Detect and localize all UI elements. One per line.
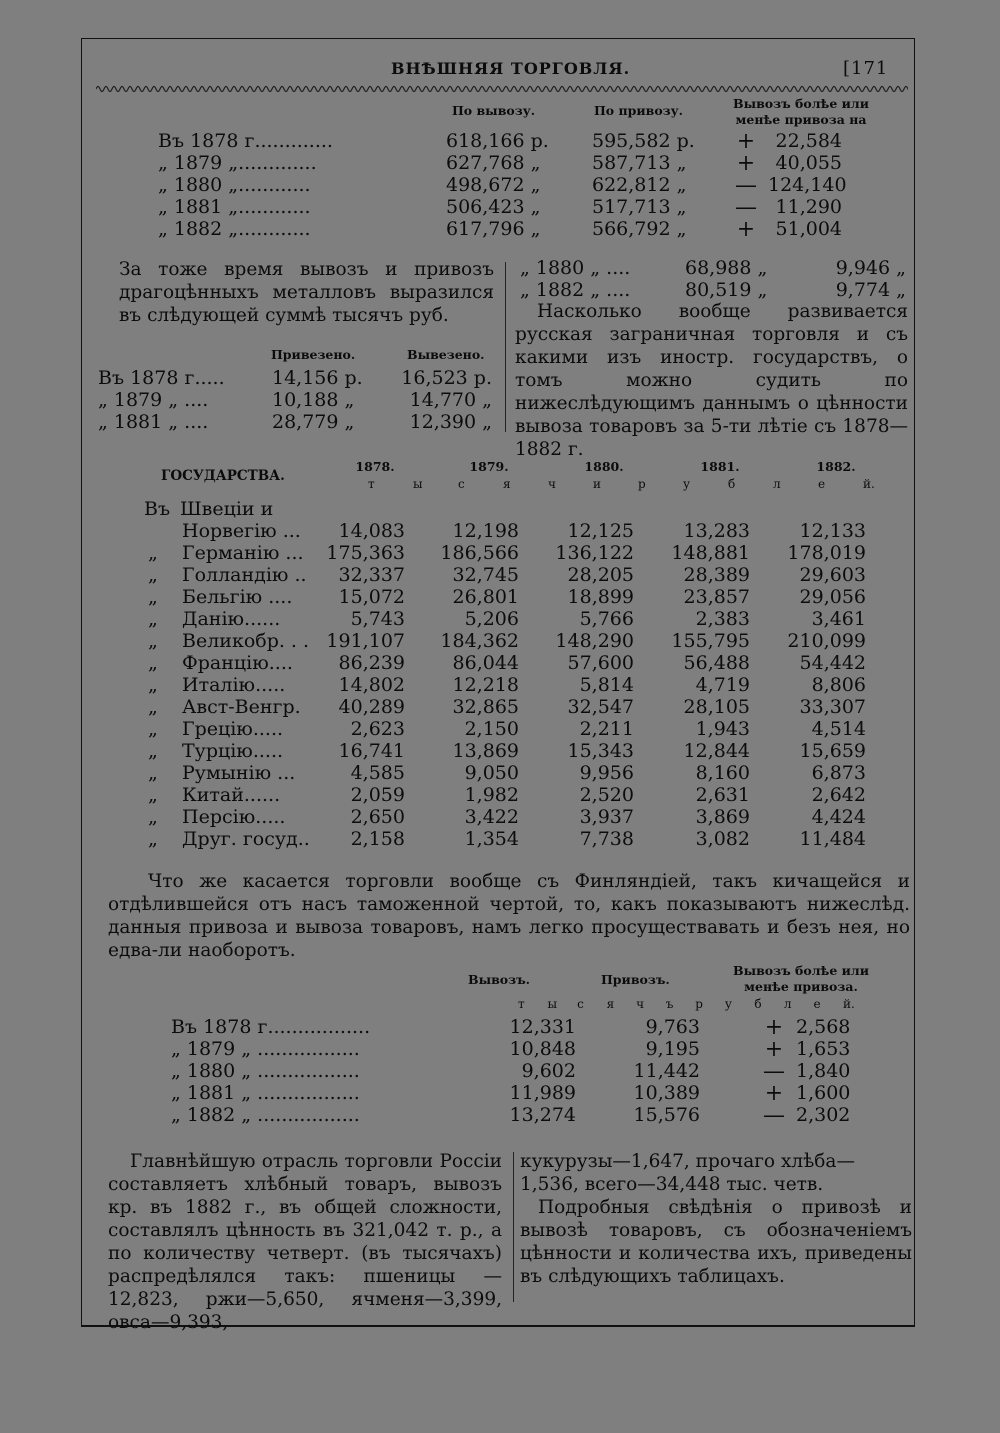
country-value: 32,745	[452, 564, 519, 586]
year-header: 1882.	[816, 459, 856, 474]
year-header: 1879.	[469, 459, 509, 474]
unit-letter: й.	[843, 997, 855, 1011]
country-value: 12,198	[452, 520, 519, 542]
col-head-export: По вывозу.	[452, 103, 536, 118]
country-name: Голландію ..	[182, 564, 307, 586]
country-value: 40,289	[338, 696, 405, 718]
diff-value: 124,140	[768, 174, 847, 196]
country-value: 1,354	[464, 828, 519, 850]
sign-mark: —	[763, 1059, 785, 1084]
export-value: 627,768 „	[446, 152, 541, 174]
col-head-diff-fi-1: Вывозъ болѣе или	[733, 963, 869, 978]
import-value: 587,713 „	[592, 152, 687, 174]
unit-letter: я	[606, 997, 615, 1011]
metal-imported: 28,779 „	[272, 411, 355, 433]
country-value: 86,239	[338, 652, 405, 674]
country-value: 2,642	[811, 784, 866, 806]
sign-mark: +	[736, 151, 756, 176]
country-value: 12,133	[799, 520, 866, 542]
country-value: 86,044	[452, 652, 519, 674]
country-value: 57,600	[567, 652, 634, 674]
country-value: 148,881	[671, 542, 750, 564]
country-value: 7,738	[579, 828, 634, 850]
diff-value: 22,584	[775, 130, 842, 152]
country-value: 3,082	[695, 828, 750, 850]
country-value: 148,290	[555, 630, 634, 652]
export-value: 617,796 „	[446, 218, 541, 240]
country-value: 178,019	[787, 542, 866, 564]
row-prefix: „	[148, 608, 158, 630]
row-prefix: „	[148, 718, 158, 740]
country-value: 2,158	[350, 828, 405, 850]
row-label: „ 1882 „............	[158, 218, 311, 240]
unit-letter: и	[593, 477, 601, 491]
unit-letter: ы	[413, 477, 423, 491]
country-value: 3,461	[811, 608, 866, 630]
fin-diff: 1,653	[796, 1038, 851, 1060]
country-value: 28,389	[683, 564, 750, 586]
import-value: 566,792 „	[592, 218, 687, 240]
unit-letter: р	[695, 997, 703, 1011]
col-head-imported: Привезено.	[271, 347, 356, 362]
country-value: 4,719	[695, 674, 750, 696]
row-prefix: „	[148, 674, 158, 696]
metal-row-label: Въ 1878 г.....	[98, 367, 225, 389]
country-value: 1,982	[464, 784, 519, 806]
import-value: 595,582 р.	[592, 130, 695, 152]
country-value: 4,424	[811, 806, 866, 828]
row-label: „ 1880 „............	[158, 174, 311, 196]
row-prefix: „	[148, 696, 158, 718]
country-value: 5,206	[464, 608, 519, 630]
country-name: Грецію.....	[182, 718, 284, 740]
sign-mark: +	[736, 217, 756, 242]
country-value: 9,050	[464, 762, 519, 784]
country-value: 4,585	[350, 762, 405, 784]
unit-letter: у	[724, 997, 732, 1011]
col-head-diff-2: менѣе привоза на	[735, 112, 867, 127]
metal-imported: 10,188 „	[272, 389, 355, 411]
country-value: 8,160	[695, 762, 750, 784]
country-name: Персію.....	[182, 806, 286, 828]
country-value: 29,056	[799, 586, 866, 608]
fin-row-label: „ 1879 „ .................	[171, 1038, 360, 1060]
sign-mark: +	[764, 1015, 784, 1040]
fin-row-label: „ 1880 „ .................	[171, 1060, 360, 1082]
country-value: 2,520	[579, 784, 634, 806]
country-value: 2,150	[464, 718, 519, 740]
unit-letter: с	[577, 997, 584, 1011]
country-value: 16,741	[338, 740, 405, 762]
country-value: 32,865	[452, 696, 519, 718]
sign-mark: —	[735, 173, 757, 198]
metal-row-label: „ 1880 „ ....	[520, 257, 631, 279]
fin-import: 10,389	[633, 1082, 700, 1104]
country-value: 186,566	[440, 542, 519, 564]
grain-totals: кукурузы—1,647, прочаго хлѣба—1,536, всего—34,448 тыс. четв.	[520, 1151, 855, 1195]
country-value: 14,083	[338, 520, 405, 542]
country-value: 13,283	[683, 520, 750, 542]
unit-letter: е	[818, 477, 826, 491]
metal-exported: 14,770 „	[409, 389, 492, 411]
import-value: 622,812 „	[592, 174, 687, 196]
country-name: Бельгію ....	[182, 586, 293, 608]
fin-export: 11,989	[509, 1082, 576, 1104]
col-head-exported: Вывезено.	[407, 347, 485, 362]
fin-diff: 1,600	[796, 1082, 851, 1104]
row-prefix: „	[148, 586, 158, 608]
country-name: Китай......	[182, 784, 281, 806]
col-head-diff-1: Вывозъ болѣе или	[733, 96, 869, 111]
row-prefix: „	[148, 762, 158, 784]
country-value: 2,059	[350, 784, 405, 806]
row-prefix: „	[148, 652, 158, 674]
country-name: Норвегію ...	[182, 520, 301, 542]
row-label: „ 1881 „............	[158, 196, 311, 218]
metal-exported: 16,523 р.	[401, 367, 492, 389]
fin-import: 9,763	[645, 1016, 700, 1038]
col-head-import-fi: Привозъ.	[601, 972, 670, 987]
metal-row-label: „ 1879 „ ....	[98, 389, 209, 411]
metal-row-label: „ 1882 „ ....	[520, 279, 631, 301]
country-value: 2,623	[350, 718, 405, 740]
metal-exported: 12,390 „	[409, 411, 492, 433]
country-value: 23,857	[683, 586, 750, 608]
country-name: Румынію ...	[182, 762, 296, 784]
country-name: Великобр. . .	[182, 630, 310, 652]
country-value: 2,211	[579, 718, 634, 740]
country-value: 210,099	[787, 630, 866, 652]
country-name: Данію......	[182, 608, 281, 630]
country-value: 9,956	[579, 762, 634, 784]
country-value: 28,205	[567, 564, 634, 586]
country-value: 29,603	[799, 564, 866, 586]
unit-letter: ъ	[665, 997, 674, 1011]
fin-row-label: „ 1882 „ .................	[171, 1104, 360, 1126]
row-prefix: „	[148, 630, 158, 652]
country-name: Друг. госуд..	[182, 828, 310, 850]
col-head-export-fi: Вывозъ.	[468, 972, 531, 987]
country-value: 5,766	[579, 608, 634, 630]
grain-text: Главнѣйшую отрасль торговли Россіи составляетъ хлѣбный товаръ, вывозъ кр. въ 1882 г., въ общей сложности, составлялъ цѣнность въ 321,042 т. р., а по количеству четверт. (въ тысячахъ) распредѣлялся такъ: пшеницы — 12,823, ржи—5,650, ячменя—3,399, овса—9,393,	[108, 1151, 502, 1333]
country-value: 32,337	[338, 564, 405, 586]
unit-letter: я	[503, 477, 511, 491]
country-value: 3,937	[579, 806, 634, 828]
country-value: 3,869	[695, 806, 750, 828]
import-value: 517,713 „	[592, 196, 687, 218]
country-value: 56,488	[683, 652, 750, 674]
country-value: 3,422	[464, 806, 519, 828]
unit-letter: ч	[636, 997, 645, 1011]
country-value: 26,801	[452, 586, 519, 608]
fin-export: 9,602	[521, 1060, 576, 1082]
sign-mark: —	[735, 195, 757, 220]
unit-letter: б	[754, 997, 762, 1011]
export-value: 506,423 „	[446, 196, 541, 218]
column-divider-2	[513, 1152, 514, 1302]
unit-letter: б	[728, 477, 736, 491]
country-value: 184,362	[440, 630, 519, 652]
finland-text: Что же касается торговли вообще съ Финляндіей, такъ кичащейся и отдѣлившейся отъ насъ таможенной чертой, то, какъ показываютъ нижеслѣд. данныя привоза и вывоза товаровъ, намъ легко просуществавать и безъ нея, но едва-ли наоборотъ.	[108, 871, 910, 961]
unit-letter: е	[813, 997, 821, 1011]
diff-value: 40,055	[775, 152, 842, 174]
row-prefix: „	[148, 806, 158, 828]
year-header: 1878.	[355, 459, 395, 474]
country-value: 2,631	[695, 784, 750, 806]
metal-imported: 14,156 р.	[272, 367, 363, 389]
fin-import: 15,576	[633, 1104, 700, 1126]
country-value: 15,343	[567, 740, 634, 762]
year-header: 1881.	[700, 459, 740, 474]
row-prefix: „	[148, 828, 158, 850]
country-value: 18,899	[567, 586, 634, 608]
country-name: Германію ...	[182, 542, 304, 564]
row-prefix: „	[148, 564, 158, 586]
fin-diff: 2,568	[796, 1016, 851, 1038]
fin-diff: 2,302	[796, 1104, 851, 1126]
diff-value: 51,004	[775, 218, 842, 240]
country-name: Турцію.....	[182, 740, 284, 762]
export-value: 618,166 р.	[446, 130, 549, 152]
country-value: 155,795	[671, 630, 750, 652]
unit-letter: й.	[863, 477, 875, 491]
metal-exported: 9,774 „	[835, 279, 906, 301]
country-value: 5,814	[579, 674, 634, 696]
country-value: 8,806	[811, 674, 866, 696]
country-value: 12,125	[567, 520, 634, 542]
details-reference: Подробныя свѣдѣнія о привозѣ и вывозѣ товаровъ, съ обозначеніемъ цѣнности и количества ихъ, приведены въ слѣдующихъ таблицахъ.	[520, 1197, 912, 1287]
export-value: 498,672 „	[446, 174, 541, 196]
col-head-states: ГОСУДАРСТВА.	[161, 468, 285, 484]
row-prefix: „	[148, 784, 158, 806]
fin-export: 13,274	[509, 1104, 576, 1126]
unit-letter: т	[368, 477, 375, 491]
country-value: 175,363	[326, 542, 405, 564]
country-value: 54,442	[799, 652, 866, 674]
sign-mark: +	[764, 1037, 784, 1062]
unit-letter: л	[773, 477, 781, 491]
sign-mark: +	[736, 129, 756, 154]
country-value: 12,218	[452, 674, 519, 696]
unit-letter: т	[518, 997, 525, 1011]
fin-import: 11,442	[633, 1060, 700, 1082]
country-value: 15,072	[338, 586, 405, 608]
unit-letter: ы	[547, 997, 558, 1011]
row-label: „ 1879 „.............	[158, 152, 317, 174]
fin-export: 10,848	[509, 1038, 576, 1060]
page-number: [171	[843, 58, 889, 79]
fin-export: 12,331	[509, 1016, 576, 1038]
country-value: 5,743	[350, 608, 405, 630]
unit-letter: л	[783, 997, 792, 1011]
wavy-rule	[96, 84, 908, 94]
sign-mark: +	[764, 1081, 784, 1106]
row-prefix: Въ	[144, 498, 171, 520]
country-value: 4,514	[811, 718, 866, 740]
country-value: 2,383	[695, 608, 750, 630]
fin-row-label: Въ 1878 г.................	[171, 1016, 371, 1038]
unit-letter: с	[458, 477, 465, 491]
fin-diff: 1,840	[796, 1060, 851, 1082]
row-prefix: „	[148, 740, 158, 762]
country-value: 13,869	[452, 740, 519, 762]
col-head-import: По привозу.	[594, 103, 684, 118]
country-value: 33,307	[799, 696, 866, 718]
country-name: Швеціи и	[180, 498, 274, 520]
fin-row-label: „ 1881 „ .................	[171, 1082, 360, 1104]
metals-intro: За тоже время вывозъ и привозъ драгоцѣнныхъ металловъ выразился въ слѣдующей суммѣ тысячъ руб.	[119, 259, 494, 326]
country-value: 15,659	[799, 740, 866, 762]
country-value: 2,650	[350, 806, 405, 828]
metal-exported: 9,946 „	[835, 257, 906, 279]
country-value: 28,105	[683, 696, 750, 718]
row-label: Въ 1878 г.............	[158, 130, 333, 152]
country-value: 191,107	[326, 630, 405, 652]
trade-development-text: Насколько вообще развивается русская заграничная торговля и съ какими изъ иностр. государствъ, о томъ можно судить по нижеслѣдующимъ даннымъ о цѣнности вывоза товаровъ за 5-ти лѣтіе съ 1878—1882 г.	[515, 301, 908, 460]
unit-letter: ч	[548, 477, 556, 491]
column-divider	[505, 262, 506, 432]
page-title: ВНѢШНЯЯ ТОРГОВЛЯ.	[391, 59, 631, 78]
fin-import: 9,195	[645, 1038, 700, 1060]
year-header: 1880.	[584, 459, 624, 474]
diff-value: 11,290	[775, 196, 842, 218]
metal-imported: 68,988 „	[685, 257, 768, 279]
country-value: 14,802	[338, 674, 405, 696]
country-value: 1,943	[695, 718, 750, 740]
col-head-diff-fi-2: менѣе привоза.	[744, 979, 858, 994]
sign-mark: —	[763, 1103, 785, 1128]
country-name: Авст-Венгр.	[182, 696, 301, 718]
unit-letter: у	[683, 477, 691, 491]
country-value: 11,484	[799, 828, 866, 850]
country-name: Италію.....	[182, 674, 286, 696]
metal-row-label: „ 1881 „ ....	[98, 411, 209, 433]
row-prefix: „	[148, 542, 158, 564]
unit-letter: р	[638, 477, 646, 491]
country-value: 32,547	[567, 696, 634, 718]
country-value: 12,844	[683, 740, 750, 762]
metal-imported: 80,519 „	[685, 279, 768, 301]
country-value: 136,122	[555, 542, 634, 564]
country-name: Францію....	[182, 652, 293, 674]
country-value: 6,873	[811, 762, 866, 784]
